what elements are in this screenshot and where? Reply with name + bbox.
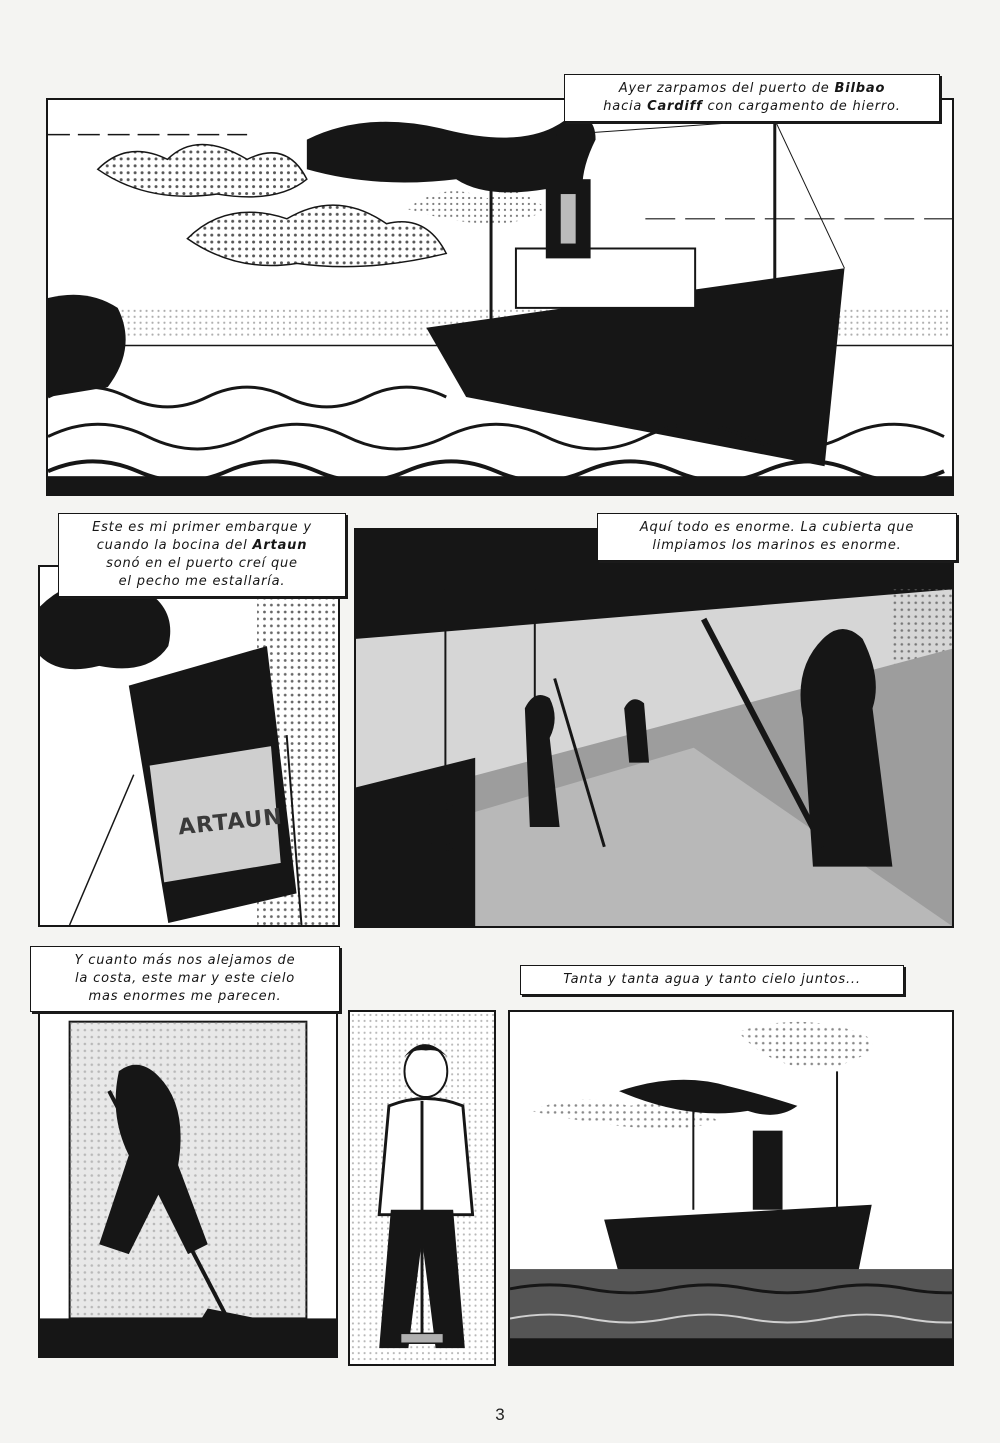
caption-voyage-text	[564, 74, 940, 122]
caption-first-voyage-line1: Este es mi primer embarque y	[92, 520, 312, 535]
caption-voyage-bilbao: Bilbao	[834, 81, 886, 96]
deck-illustration	[356, 530, 952, 926]
panel-sailor	[348, 1010, 496, 1366]
panel-deck	[354, 528, 954, 928]
panel-silhouette	[38, 990, 338, 1358]
caption-further	[30, 946, 340, 1012]
page-number: 3	[495, 1405, 505, 1424]
caption-first-voyage-line3: sonó en el puerto creí que	[106, 556, 298, 571]
caption-first-voyage-line2-a: cuando la bocina del	[96, 538, 253, 553]
distant-ship-illustration	[510, 1012, 952, 1364]
caption-enormous-line2: limpiamos los marinos es enorme.	[652, 538, 902, 553]
caption-water-sky-line1: Tanta y tanta agua y tanto cielo juntos...	[563, 972, 861, 987]
caption-first-voyage	[58, 513, 346, 597]
caption-voyage-line2-c: con cargamento de hierro.	[702, 99, 901, 114]
panel-distant-ship	[508, 1010, 954, 1366]
caption-further-line3: mas enormes me parecen.	[88, 989, 282, 1004]
caption-voyage-line1-a: Ayer zarpamos del puerto de	[618, 81, 835, 96]
silhouette-illustration	[40, 992, 336, 1356]
panel-funnel	[38, 565, 340, 927]
caption-enormous	[597, 513, 957, 561]
caption-first-voyage-artaun: Artaun	[252, 538, 308, 553]
caption-further-line2: la costa, este mar y este cielo	[75, 971, 295, 986]
caption-voyage-cardiff: Cardiff	[647, 99, 703, 114]
caption-enormous-line1: Aquí todo es enorme. La cubierta que	[639, 520, 915, 535]
caption-voyage-line2-a: hacia	[603, 99, 648, 114]
caption-further-line1: Y cuanto más nos alejamos de	[74, 953, 296, 968]
ship-at-sea-illustration	[48, 100, 952, 494]
sailor-illustration	[350, 1012, 494, 1364]
caption-first-voyage-line4: el pecho me estallaría.	[118, 574, 286, 589]
panel-ship-at-sea	[46, 98, 954, 496]
funnel-name: ARTAUN	[176, 804, 284, 841]
caption-water-sky	[520, 965, 904, 995]
funnel-illustration	[40, 567, 338, 925]
